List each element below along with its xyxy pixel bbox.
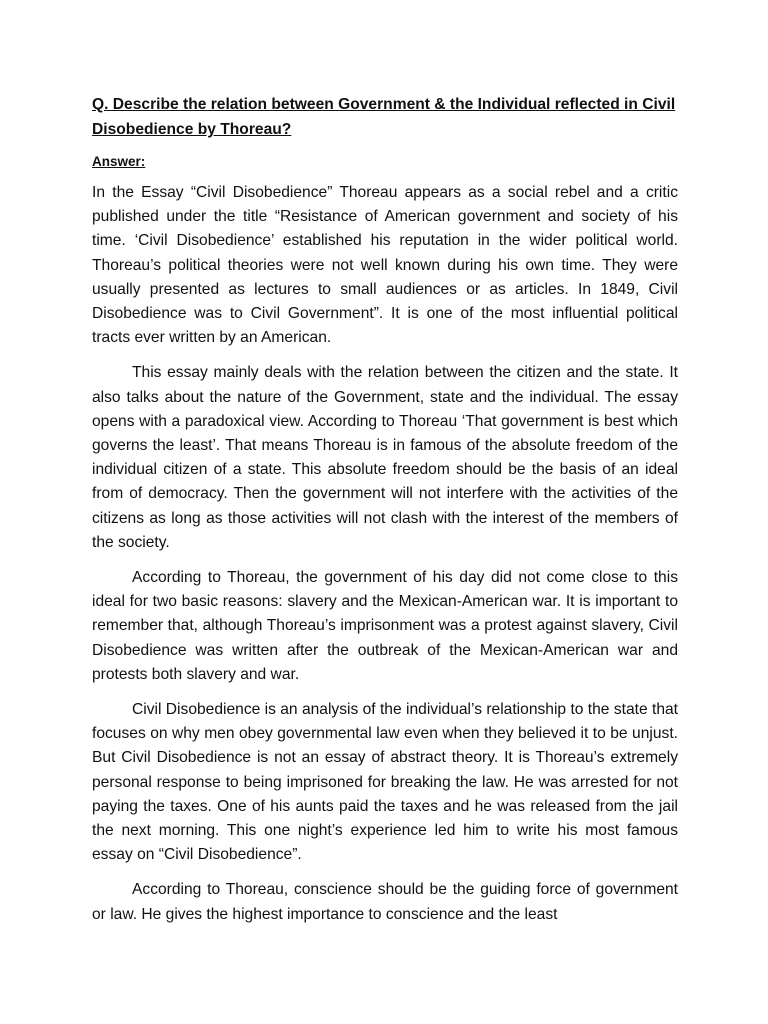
paragraph-4: Civil Disobedience is an analysis of the individual’s relationship to the state that focuses on why men obey governmental law even when they believed it to be unjust. But Civil Disobedience is not an essay of abstract theory. It is Thoreau’s extremely personal response to being imprisoned for breaking the law. He was arrested for not paying the taxes. One of his aunts paid the taxes and he was released from the jail the next morning. This one night’s experience led him to write his most famous essay on “Civil Disobedience”. [92, 701, 678, 864]
answer-label: Answer: [92, 154, 146, 169]
paragraph-2: This essay mainly deals with the relation between the citizen and the state. It also talks about the nature of the Government, state and the individual. The essay opens with a paradoxical view. According to Thoreau ‘That government is best which governs the least’. That means Thoreau is in famous of the absolute freedom of the individual citizen of a state. This absolute freedom should be the basis of an ideal from of democracy. Then the government will not interfere with the activities of the citizens as long as those activities will not clash with the interest of the members of the society. [92, 364, 678, 551]
paragraph-3: According to Thoreau, the government of his day did not come close to this ideal for two basic reasons: slavery and the Mexican-American war. It is important to remember that, although Thoreau’s imprisonment was a protest against slavery, Civil Disobedience was written after the outbreak of the Mexican-American war and protests both slavery and war. [92, 569, 678, 683]
paragraph-1: In the Essay “Civil Disobedience” Thoreau appears as a social rebel and a critic published under the title “Resistance of American government and society of his time. ‘Civil Disobedience’ established his reputation in the wider political world. Thoreau’s political theories were not well known during his own time. They were usually presented as lectures to small audiences or as articles. In 1849, Civil Disobedience was to Civil Government”. It is one of the most influential political tracts ever written by an American. [92, 184, 678, 347]
paragraph-5: According to Thoreau, conscience should be the guiding force of government or law. He gives the highest importance to conscience and the least [92, 881, 678, 923]
question-heading: Q. Describe the relation between Government & the Individual reflected in Civil Disobedience by Thoreau? [92, 96, 676, 138]
document-page [92, 92, 678, 938]
